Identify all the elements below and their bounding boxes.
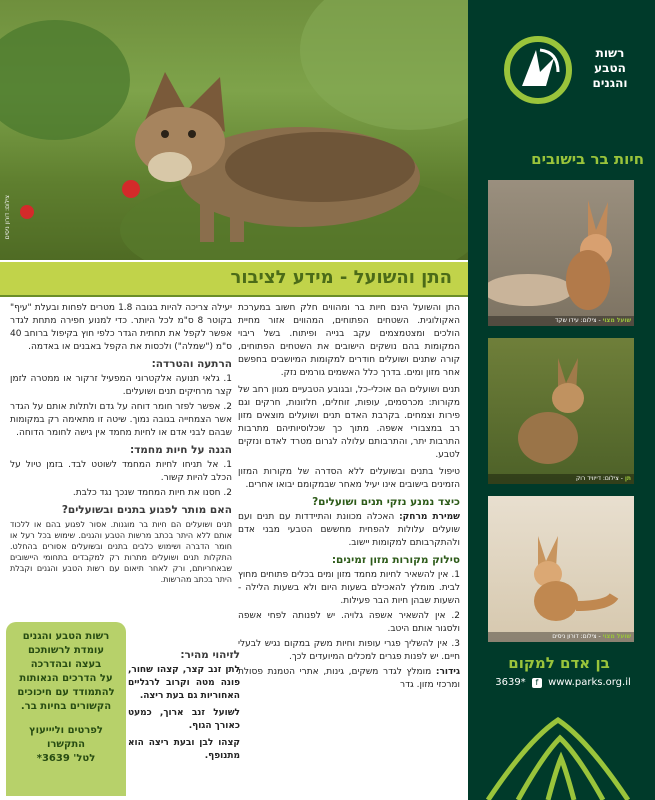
photo-caption: תן - צילום: דייוויד רוק: [488, 474, 634, 484]
hero-bush: [0, 20, 130, 140]
sidebar: [468, 0, 655, 800]
sidebar-title: חיות בר בישובים: [531, 150, 644, 168]
caption-label: שועל מצוי: [602, 317, 631, 324]
term-text: האכלה מכוונת והתיידדות עם תנים ועם שועלים עלולות להפחית מחששם הטבעי מבני אדם ולהתקרבותם למקומות יישוב.: [238, 512, 460, 548]
caption-credit: צילום: דורון ניסים: [552, 633, 597, 640]
hero-credit: צילום: דורון ניסים: [4, 195, 11, 240]
facebook-icon[interactable]: f: [532, 678, 542, 688]
callout-line: עומדת לרשותכם: [27, 645, 105, 656]
list-item: 2. אין להשאיר אשפה גלויה. יש לפנותה לפחי אשפה ולסגור אותם היטב.: [238, 611, 460, 634]
logo-line: והגנים: [592, 76, 628, 90]
fox-photo-1: [488, 180, 634, 326]
paragraph: [128, 737, 240, 763]
callout-line: להתמודד עם חיכוכים: [17, 687, 115, 698]
caption-label: תן: [624, 475, 631, 482]
callout-line: על הדרכים הנאותות: [19, 673, 113, 684]
paragraph: [238, 511, 460, 550]
section-heading: האם מותר לפגוע בתנים ובשועלים?: [61, 504, 232, 516]
caption-label: שועל מצוי: [602, 633, 631, 640]
callout-contact: [12, 724, 120, 766]
term: גידור:: [435, 667, 460, 677]
list-item: 1. אין להשאיר לחיות מחמד מזון ומים בכלים פתוחים מחוץ לבית. מומלץ להאכילם בשעות היום ולא בשעות הלילה - השעות שבהן חיות הבר פעילות.: [238, 570, 460, 606]
paragraph: תנים ושועלים הם אוכלי-כל, ובגובע הטבעיים מגוון רחב של מקורות: מכרסמים, עופות, זוחלים, חלזונות, חרקים וגם פירות וצמחים. בקרבת האדם תנים ושועלים מוצאים מזון רב במצבורי אשפה. מתוך כך שכלוסיותיהם מתרבות התרבות יתר, והתרבותם עלולה לגרום מטרד לאדם ונזקים לטבע.: [238, 385, 460, 460]
section-heading: הגנה על חיות מחמד:: [129, 444, 232, 456]
decorative-tree-icon: [468, 700, 655, 800]
callout-phone[interactable]: לטל' 3639*: [36, 753, 96, 764]
id-text: לשועל זנב ארוך, כמעט כאורך הגוף.: [128, 708, 240, 731]
list-item: 1. אל תניחו לחיות המחמד לשוטט לבד. בזמן טיול על הכלב להיות קשור.: [10, 460, 232, 483]
title-bar: [0, 262, 468, 297]
logo-line: הטבע: [594, 61, 626, 75]
callout-line: התקשרו: [46, 739, 86, 750]
contact-callout: [6, 622, 126, 796]
left-column: [10, 302, 232, 589]
list-item: 1. גלאי תנועה אלקטרוני המפעיל זרקור או ממטרה לזמן קצר מרחיקים תנים ושועלים.: [10, 374, 232, 397]
caption-credit: צילום: עידו שקד: [555, 317, 597, 324]
id-text: לתן זנב קצר, קצהו שחור, פונה מטה וקרוב לרגליים האחוריות גם בעת ריצה.: [128, 665, 240, 701]
caption-credit: צילום: דייוויד רוק: [575, 475, 619, 482]
paragraph: תנים ושועלים הם חיות בר מוגנות. אסור לפגוע בהם או ללכוד אותם ללא היתר בכתב מרשות הטבע והגנים. שימוש בכל רעל או חומר הדברה ושימוש כלבים בתנים ובשועלים אסורים בהחלט. התקלות תנים ושועלים מתרות רק למקבדים בתחומי היישובים שבאחריותם, ורק לאחר תיאום עם רשות הטבע והגנים וקבלת היתר בכתב מהרשות.: [10, 520, 232, 584]
slogan: בן אדם למקום: [508, 654, 610, 672]
fox-photo-2: [488, 496, 634, 642]
list-item: 2. חסנו את חיות המחמד שנכך נגד כלבת.: [72, 488, 232, 498]
website-link[interactable]: www.parks.org.il: [548, 677, 631, 688]
id-text: קצהו לבן ובעת ריצה הוא מתנופף.: [128, 738, 240, 761]
paragraph: [128, 707, 240, 733]
photo-caption: שועל מצוי - צילום: עידו שקד: [488, 316, 634, 326]
phone-number: 3639*: [495, 677, 526, 688]
section-heading: הרתעה והטרדה:: [151, 358, 232, 370]
paragraph: [238, 666, 460, 692]
callout-line: רשות הטבע והגנים: [22, 631, 110, 642]
jackal-illustration: [130, 72, 430, 242]
logo-line: רשות: [595, 46, 625, 60]
section-heading: לזיהוי מהיר:: [180, 649, 240, 661]
paragraph: טיפול בתנים ובשועלים ללא הסדרה של מקורות המזון הזמינים בישובים אינו יעיל מאחר שבמקומם יבואו אחרים.: [238, 467, 460, 490]
list-item: 3. אין להשליך פגרי עופות וחיות משק במקום נגיש לבעלי חיים. יש לפנות פגרים למכלים המיועדים לכך.: [238, 639, 460, 662]
contact-line: [478, 677, 648, 688]
hero-photo: [0, 0, 468, 260]
list-item: 2. אפשר לפזר חומר דוחה על גדם ולתלות אותם על הגדר אשר הצמחייה בגובה נמוך. שיטה זו מתאימה רק במקומות שבהם לבני אדם או לחיות מחמד אין גישה לחומר הדוחה.: [10, 402, 232, 438]
right-column: [238, 302, 460, 696]
callout-line: הקשורים בחיות בר.: [20, 701, 112, 712]
callout-line: בעצה ובהדרכה: [30, 659, 102, 670]
photo-caption: שועל מצוי - צילום: דורון ניסים: [488, 632, 634, 642]
logo-text: [580, 46, 640, 91]
section-heading: כיצד נמנע נזקי תנים ושועלים?: [312, 496, 460, 508]
quick-id-column: [128, 645, 240, 767]
paragraph: [128, 664, 240, 703]
paragraph: יעילה צריכה להיות בגובה 1.8 מטרים לפחות ובעלת "עיף" בקוטר 8 ס"מ לכל היותר. כדי למנוע חפירה מתחת לגדר אפשר לקפל את תחתית הגדר כלפי חוץ בקיפול ברוחב 40 ס"מ ("שמלה") ולכסות את הקפל באבנים או באדמה.: [10, 303, 232, 352]
page-title: התן והשועל - מידע לציבור: [230, 267, 452, 288]
term-text: מומלץ לגדר משקים, גינות, אתרי הטמנת פסולת ומרכזי מזון. גדר: [238, 667, 460, 690]
parks-authority-logo-icon: [504, 36, 572, 104]
section-heading: סילוק מקורות מזון זמינים:: [331, 554, 460, 566]
paragraph: התן והשועל הינם חיות בר ומהווים חלק חשוב במערכת האקולוגית. השטחים הפתוחים, המהווים אזור מחיית הולכים ומצטמצמים עקב בנייה ופיתוח. בשל ריבוי המקומות בהם נושקים הישובים את השטחים הפתוחים, קורה שתנים ושועלים חודרים למקומות המיושבים בחפשם אחר מזון ומים. בדרך כלל האשמים גורמים נזק.: [238, 303, 460, 378]
red-flower: [20, 205, 34, 219]
term: שמירת מרחק:: [399, 512, 460, 522]
callout-line: לפרטים וליייעוץ: [29, 725, 103, 736]
jackal-photo: [488, 338, 634, 484]
